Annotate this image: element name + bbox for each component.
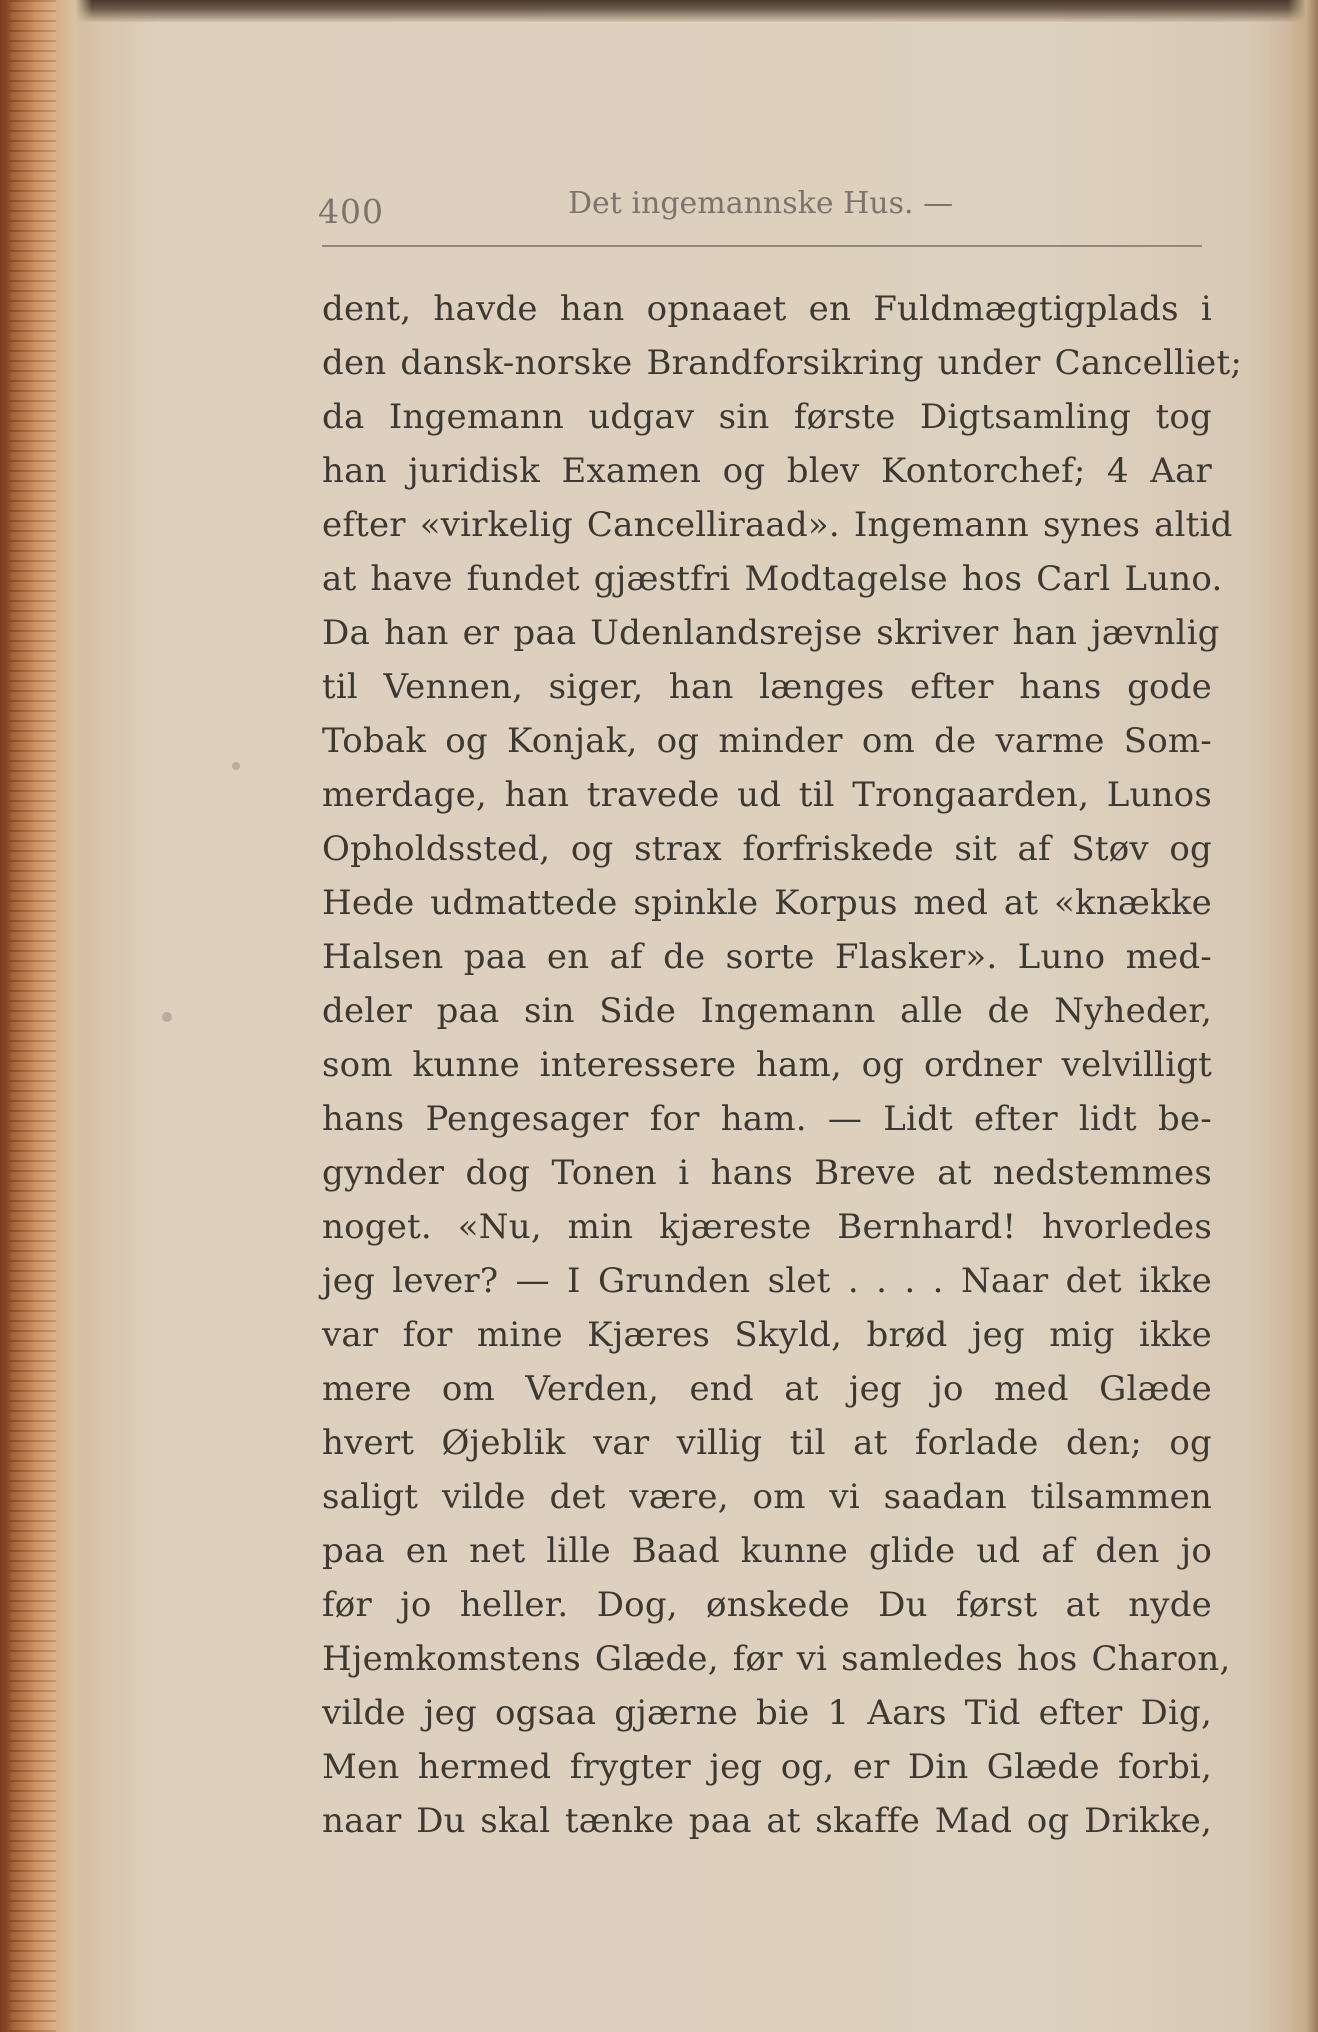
header-rule (322, 245, 1202, 247)
page-number: 400 (318, 192, 384, 231)
text-line: at have fundet gjæstfri Modtagelse hos Carl Luno. (322, 559, 1223, 599)
text-line: naar Du skal tænke paa at skaffe Mad og Drikke, (322, 1801, 1212, 1841)
text-line: jeg lever? — I Grunden slet . . . . Naar det ikke (322, 1261, 1212, 1301)
paper-spot (232, 762, 240, 770)
text-line: Da han er paa Udenlandsrejse skriver han jævnlig (322, 613, 1220, 653)
text-line: dent, havde han opnaaet en Fuldmægtigplads i (322, 289, 1212, 329)
text-line: Halsen paa en af de sorte Flasker». Luno med- (322, 937, 1212, 977)
text-line: Men hermed frygter jeg og, er Din Glæde forbi, (322, 1747, 1212, 1787)
text-line: noget. «Nu, min kjæreste Bernhard! hvorledes (322, 1207, 1212, 1247)
text-line: deler paa sin Side Ingemann alle de Nyheder, (322, 991, 1212, 1031)
text-line: hans Pengesager for ham. — Lidt efter lidt be- (322, 1099, 1212, 1139)
text-line: Opholdssted, og strax forfriskede sit af Støv og (322, 829, 1212, 869)
text-line: vilde jeg ogsaa gjærne bie 1 Aars Tid efter Dig, (322, 1693, 1212, 1733)
text-line: Tobak og Konjak, og minder om de varme Som- (322, 721, 1212, 761)
text-line: til Vennen, siger, han længes efter hans gode (322, 667, 1212, 707)
text-line: Hjemkomstens Glæde, før vi samledes hos Charon, (322, 1639, 1231, 1679)
page-header (318, 180, 1198, 240)
text-line: gynder dog Tonen i hans Breve at nedstemmes (322, 1153, 1212, 1193)
text-line: hvert Øjeblik var villig til at forlade den; og (322, 1423, 1212, 1463)
text-line: da Ingemann udgav sin første Digtsamling tog (322, 397, 1212, 437)
text-line: den dansk-norske Brandforsikring under Cancelliet; (322, 343, 1243, 383)
paper-spot (162, 1012, 172, 1022)
text-line: før jo heller. Dog, ønskede Du først at nyde (322, 1585, 1212, 1625)
text-line: saligt vilde det være, om vi saadan tilsammen (322, 1477, 1212, 1517)
text-line: som kunne interessere ham, og ordner velvilligt (322, 1045, 1212, 1085)
text-line: mere om Verden, end at jeg jo med Glæde (322, 1369, 1212, 1409)
text-line: paa en net lille Baad kunne glide ud af den jo (322, 1531, 1212, 1571)
text-line: merdage, han travede ud til Trongaarden, Lunos (322, 775, 1212, 815)
text-line: Hede udmattede spinkle Korpus med at «knække (322, 883, 1212, 923)
running-head: Det ingemannske Hus. — (568, 186, 954, 221)
body-text (322, 282, 1243, 1848)
text-line: han juridisk Examen og blev Kontorchef; 4 Aar (322, 451, 1212, 491)
text-line: var for mine Kjæres Skyld, brød jeg mig ikke (322, 1315, 1212, 1355)
text-line: efter «virkelig Cancelliraad». Ingemann synes altid (322, 505, 1233, 545)
